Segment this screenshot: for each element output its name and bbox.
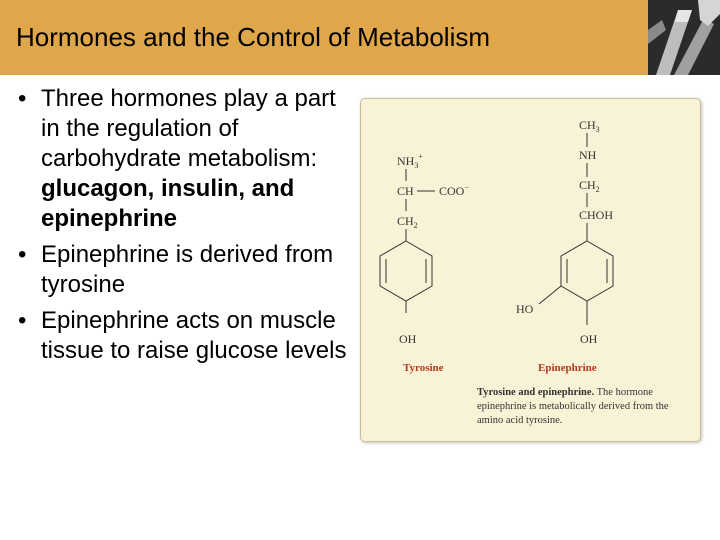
tyrosine-coo-label: COO− [439, 183, 469, 198]
tyrosine-structure [380, 152, 469, 374]
epinephrine-ho-label: HO [516, 302, 534, 316]
epinephrine-oh-label: OH [580, 332, 598, 346]
tyrosine-ch2-label: $CH_2$ [397, 214, 418, 230]
bullet-item-3 [18, 306, 348, 366]
title-bar [0, 0, 720, 75]
bullet-item-1 [18, 84, 348, 234]
bullet-text: Epinephrine is derived from tyrosine [41, 241, 334, 298]
structure-figure [360, 98, 701, 442]
corner-decoration [648, 0, 720, 75]
bullet-text: Three hormones play a part in the regulation of carbohydrate metabolism: [41, 85, 336, 172]
epinephrine-choh-label: CHOH [579, 208, 614, 222]
caption-text: The hormone epinephrine is metabolically derived from the amino acid tyrosine. [477, 387, 669, 426]
epinephrine-ch3-label: $CH_3$ [579, 118, 600, 134]
bullet-list [18, 84, 348, 372]
bullet-bold-text: glucagon, insulin, and epinephrine [41, 175, 295, 232]
epinephrine-structure [516, 118, 613, 374]
tyrosine-ch-label: CH [397, 184, 414, 198]
tyrosine-oh-label: OH [399, 332, 417, 346]
epinephrine-nh-label: NH [579, 148, 597, 162]
caption-bold: Tyrosine and epinephrine. [477, 387, 595, 398]
tyrosine-nh3-label: $NH_3^+$ [397, 152, 423, 170]
tyrosine-name: Tyrosine [403, 362, 444, 374]
figure-caption [477, 386, 692, 428]
slide-title: Hormones and the Control of Metabolism [16, 22, 491, 52]
epinephrine-name: Epinephrine [538, 362, 597, 374]
bullet-item-2 [18, 240, 348, 300]
bullet-text: Epinephrine acts on muscle tissue to raise glucose levels [41, 307, 347, 364]
epinephrine-ch2-label: $CH_2$ [579, 178, 600, 194]
